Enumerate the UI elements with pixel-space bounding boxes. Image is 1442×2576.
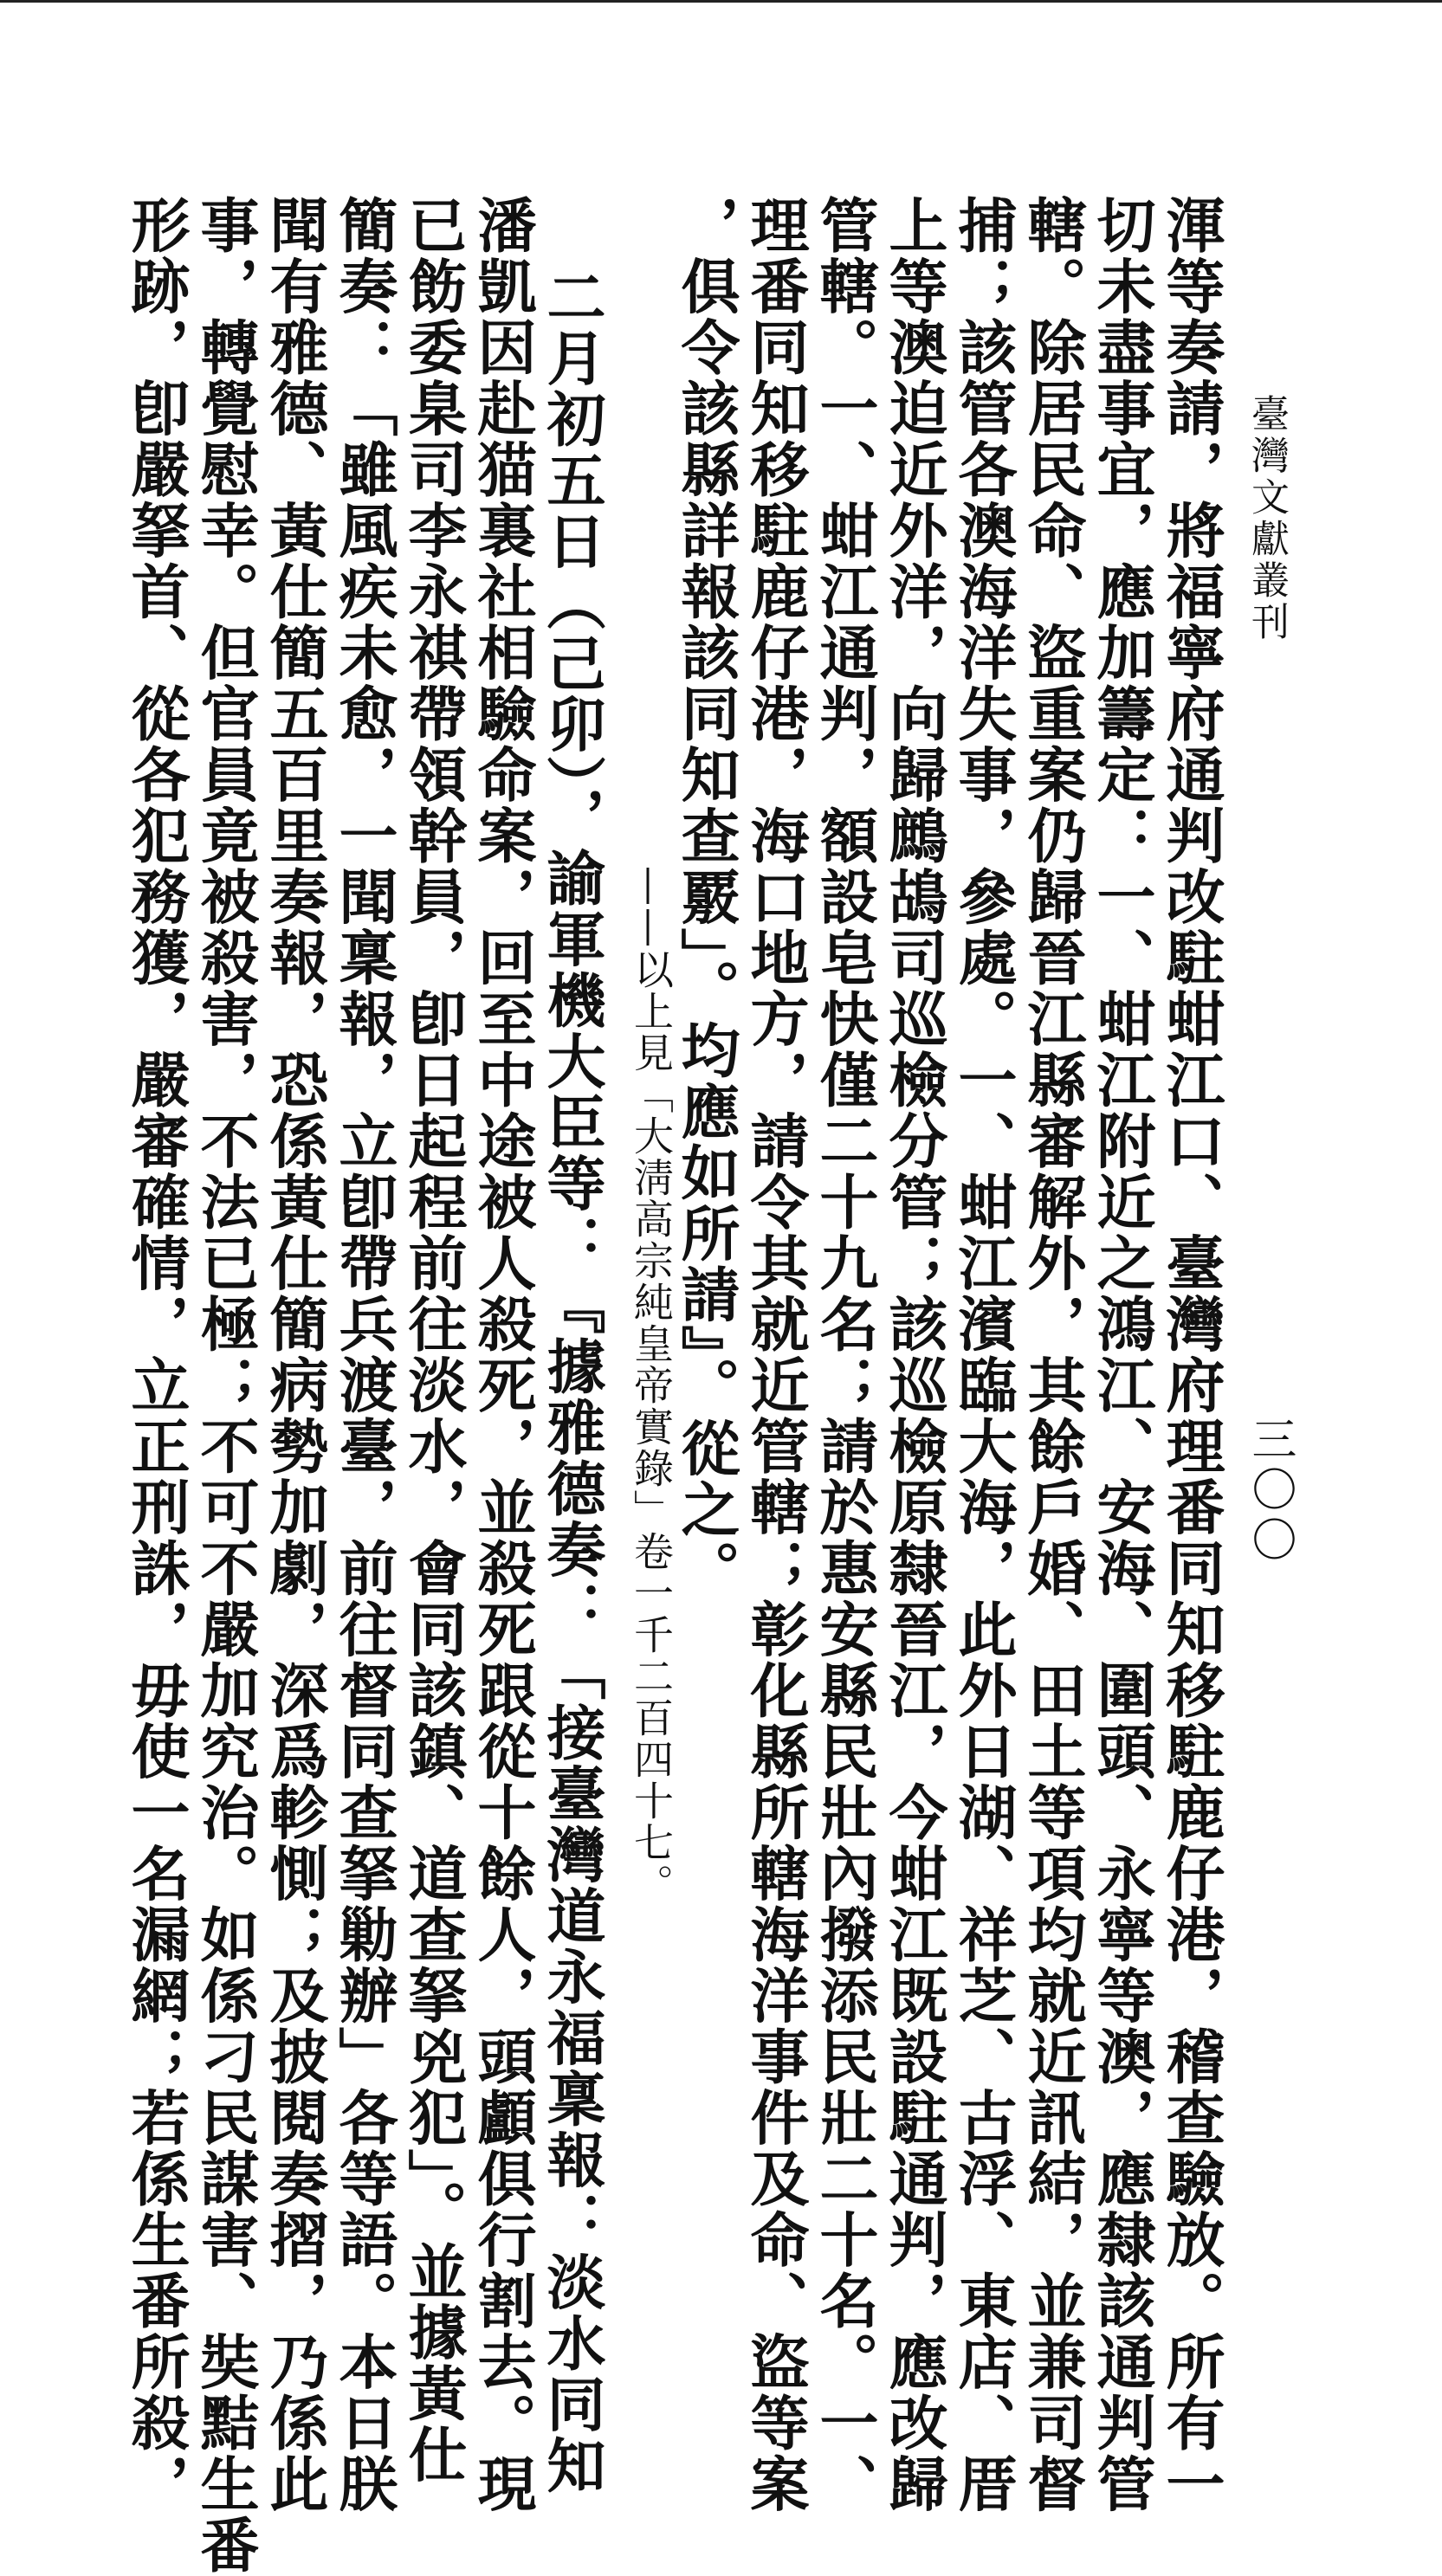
entry-column-6: 事，轉覺慰幸。但官員竟被殺害，不法已極；不可不嚴加究治。如係刁民謀害、奘黠生番 (191, 195, 260, 2576)
entry-column-1-text: （己卯），諭軍機大臣等：『據雅德奏：「接臺灣道永福稟報：淡水同知 (537, 571, 606, 2496)
text-column-5: 上等澳迫近外洋，向歸鷓鴣司巡檢分管；該巡檢原隸晉江，今蚶江既設駐通判，應改歸 (879, 195, 948, 2515)
entry-date: 二月初五日 (537, 267, 606, 572)
entry-column-2: 潘凱因赴猫裏社相驗命案，回至中途被人殺死，並殺死跟從十餘人，頭顱俱行割去。現 (468, 195, 537, 2515)
top-border-rule (0, 0, 1442, 3)
text-column-2: 切未盡事宜，應加籌定：一、蚶江附近之鴻江、安海、圍頭、永寧等澳，應隸該通判管 (1087, 195, 1156, 2515)
text-column-4: 捕；該管各澳海洋失事，參處。一、蚶江濱臨大海，此外日湖、祥芝、古浮、東店、厝 (948, 195, 1018, 2515)
page-number: 三〇〇 (1244, 1416, 1296, 1566)
text-column-8: ，俱令該縣詳報該同知查覈」。均應如所請』。從之。 (671, 195, 740, 1601)
entry-column-3: 已飭委臬司李永祺帶領幹員，卽日起程前往淡水，會同該鎮、道查拏兇犯」。並據黃仕 (398, 195, 468, 2485)
source-note: ——以上見「大淸高宗純皇帝實錄」卷一千二百四十七。 (628, 866, 675, 1905)
running-title: 臺灣文獻叢刊 (1245, 394, 1289, 643)
entry-column-4: 簡奏：「雖風疾未愈，一聞稟報，立卽帶兵渡臺，前往督同查拏勦辦」各等語。本日朕 (329, 195, 398, 2515)
text-column-7: 理番同知移駐鹿仔港，海口地方，請令其就近管轄；彰化縣所轄海洋事件及命、盜等案 (740, 195, 810, 2515)
entry-column-7: 形跡，卽嚴拏首、從各犯務獲，嚴審確情，立正刑誅，毋使一名漏網；若係生番所殺， (121, 195, 191, 2515)
text-column-3: 轄。除居民命、盜重案仍歸晉江縣審解外，其餘戶婚、田土等項均就近訊結，並兼司督 (1018, 195, 1087, 2515)
entry-column-1 (537, 267, 606, 2496)
text-column-1: 渾等奏請，將福寧府通判改駐蚶江口、臺灣府理番同知移駐鹿仔港，稽查驗放。所有一 (1156, 195, 1225, 2515)
text-column-6: 管轄。一、蚶江通判，額設皂快僅二十九名；請於惠安縣民壯內撥添民壯二十名。一、 (810, 195, 879, 2515)
entry-column-5: 聞有雅德、黃仕簡五百里奏報，恐係黃仕簡病勢加劇，深爲軫惻；及披閱奏摺，乃係此 (260, 195, 329, 2515)
